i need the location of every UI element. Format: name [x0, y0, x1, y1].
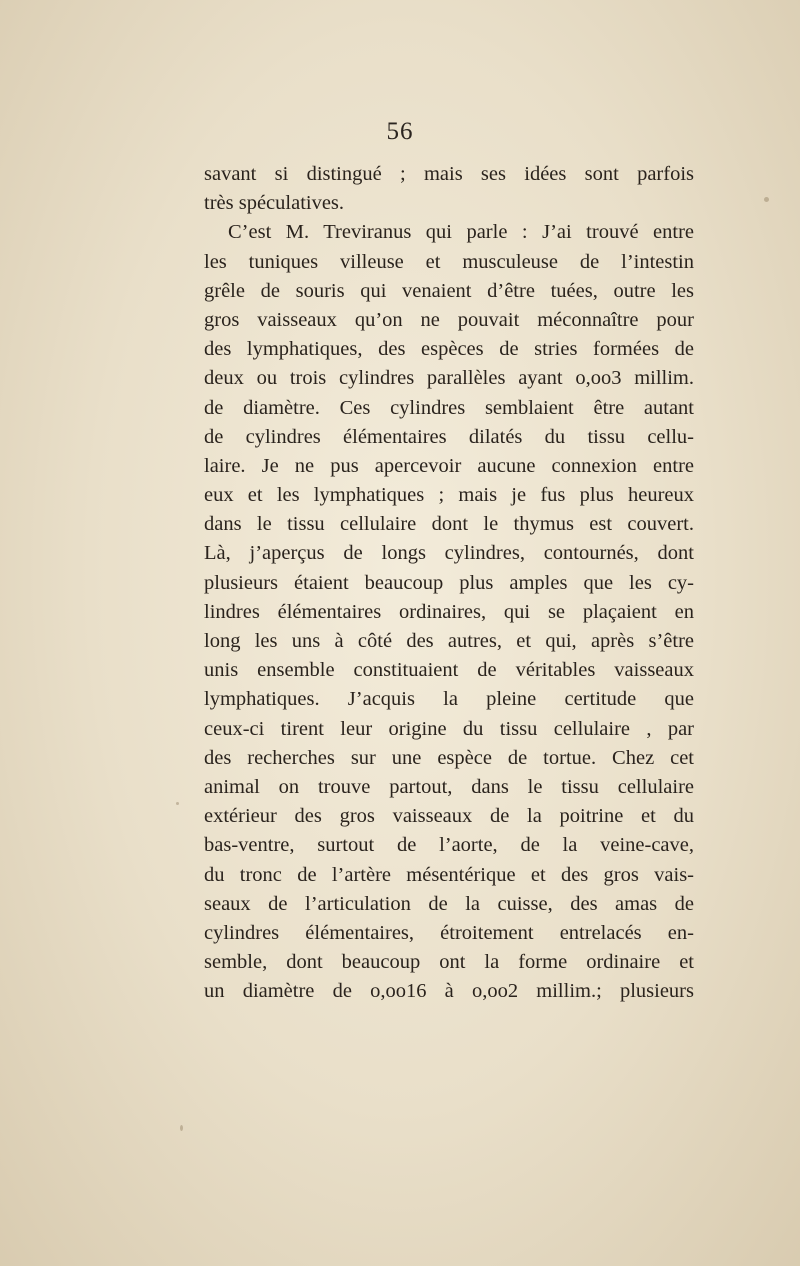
page-number: 56 [386, 118, 414, 145]
text-line: long les uns à côté des autres, et qui, après s’être [204, 630, 694, 652]
text-line: plusieurs étaient beaucoup plus amples que les cy- [204, 571, 694, 594]
text-line: deux ou trois cylindres parallèles ayant o,oo3 millim. [204, 367, 694, 390]
paper-speck [180, 1125, 183, 1131]
text-line: dans le tissu cellulaire dont le thymus est couvert. [204, 513, 694, 536]
text-line: Là, j’aperçus de longs cylindres, contournés, dont [204, 542, 694, 565]
text-line: seaux de l’articulation de la cuisse, des amas de [204, 892, 694, 915]
text-line: grêle de souris qui venaient d’être tuées, outre les [204, 279, 694, 302]
paper-speck [176, 802, 179, 805]
text-line: unis ensemble constituaient de véritables vaisseaux [204, 659, 694, 682]
text-line: des lymphatiques, des espèces de stries formées de [204, 338, 694, 361]
text-line: lindres élémentaires ordinaires, qui se plaçaient en [204, 600, 694, 623]
text-line: semble, dont beaucoup ont la forme ordinaire et [204, 951, 694, 974]
text-line: bas-ventre, surtout de l’aorte, de la veine-cave, [204, 834, 694, 857]
text-line: cylindres élémentaires, étroitement entrelacés en- [204, 921, 694, 944]
text-line: ceux-ci tirent leur origine du tissu cellulaire , par [204, 717, 694, 740]
text-line: de diamètre. Ces cylindres semblaient être autant [204, 396, 694, 419]
text-line: des recherches sur une espèce de tortue. Chez cet [204, 746, 694, 769]
text-line: C’est M. Treviranus qui parle : J’ai trouvé entre [228, 221, 694, 244]
text-line: très spéculatives. [204, 192, 345, 215]
text-line: extérieur des gros vaisseaux de la poitrine et du [204, 805, 694, 828]
text-line: lymphatiques. J’acquis la pleine certitude que [204, 688, 694, 711]
text-line: de cylindres élémentaires dilatés du tissu cellu- [204, 425, 694, 448]
text-line: gros vaisseaux qu’on ne pouvait méconnaître pour [204, 308, 694, 331]
text-line: eux et les lymphatiques ; mais je fus plus heureux [204, 484, 694, 507]
text-line: savant si distingué ; mais ses idées sont parfois [204, 163, 694, 185]
text-line: du tronc de l’artère mésentérique et des gros vais- [204, 863, 694, 886]
text-line: animal on trouve partout, dans le tissu cellulaire [204, 775, 694, 798]
body-text [204, 160, 694, 1006]
text-line: les tuniques villeuse et musculeuse de l’intestin [204, 250, 694, 273]
text-line: laire. Je ne pus apercevoir aucune connexion entre [204, 454, 694, 477]
text-line: un diamètre de o,oo16 à o,oo2 millim.; plusieurs [204, 980, 694, 1003]
paper-speck [764, 197, 769, 202]
